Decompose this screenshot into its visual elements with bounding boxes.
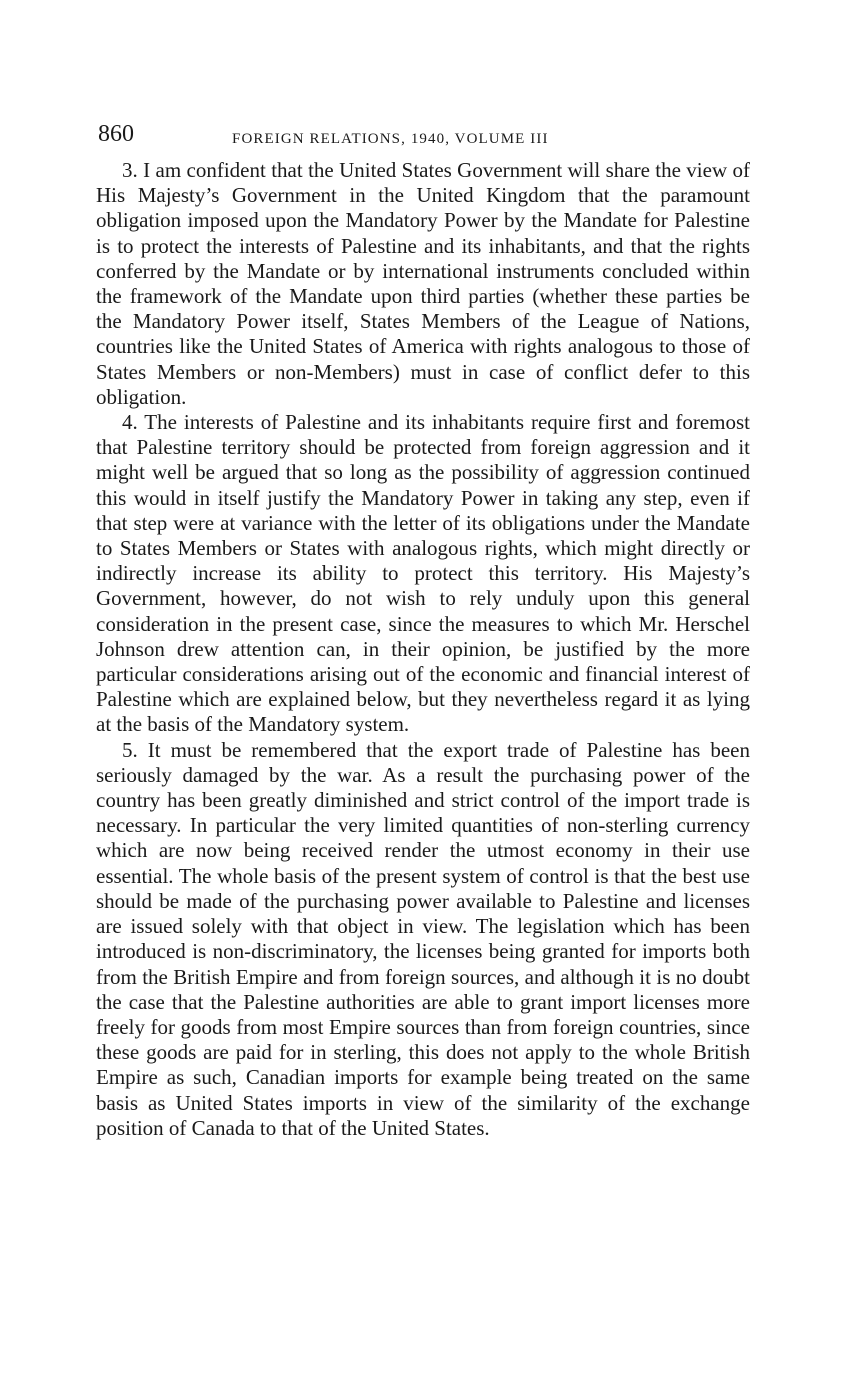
page-number: 860 xyxy=(98,121,134,147)
running-title: FOREIGN RELATIONS, 1940, VOLUME III xyxy=(232,131,549,147)
running-header xyxy=(96,120,750,158)
paragraph-4: 4. The interests of Palestine and its inhabitants require first and foremost that Palestine territory should be protected from foreign aggression and it might well be argued that so long as the possibility of aggression continued this would in itself justify the Mandatory Power in taking any step, even if that step were at variance with the letter of its obligations under the Mandate to States Members or States with analogous rights, which might directly or indirectly increase its ability to protect this territory. His Majesty’s Government, however, do not wish to rely unduly upon this general consideration in the present case, since the measures to which Mr. Herschel Johnson drew attention can, in their opinion, be justified by the more particular considerations arising out of the economic and financial interest of Palestine which are explained below, but they nevertheless regard it as lying at the basis of the Mandatory system. xyxy=(96,410,750,737)
document-page xyxy=(96,120,750,1141)
paragraph-3: 3. I am confident that the United States Government will share the view of His Majesty’s Government in the United Kingdom that the paramount obligation imposed upon the Mandatory Power by the Mandate for Palestine is to protect the interests of Palestine and its inhabitants, and that the rights conferred by the Mandate or by international instruments concluded within the framework of the Mandate upon third parties (whether these parties be the Mandatory Power itself, States Members of the League of Nations, countries like the United States of America with rights analogous to those of States Members or non-Members) must in case of conflict defer to this obligation. xyxy=(96,158,750,409)
paragraph-5: 5. It must be remembered that the export trade of Palestine has been seriously damaged by the war. As a result the purchasing power of the country has been greatly diminished and strict control of the import trade is necessary. In particular the very limited quantities of non-sterling currency which are now being received render the utmost economy in their use essential. The whole basis of the present system of control is that the best use should be made of the purchasing power available to Palestine and licenses are issued solely with that object in view. The legislation which has been introduced is non-discriminatory, the licenses being granted for imports both from the British Empire and from foreign sources, and although it is no doubt the case that the Palestine authorities are able to grant import licenses more freely for goods from most Empire sources than from foreign countries, since these goods are paid for in sterling, this does not apply to the whole British Empire as such, Canadian imports for example being treated on the same basis as United States imports in view of the similarity of the exchange position of Canada to that of the United States. xyxy=(96,737,750,1140)
